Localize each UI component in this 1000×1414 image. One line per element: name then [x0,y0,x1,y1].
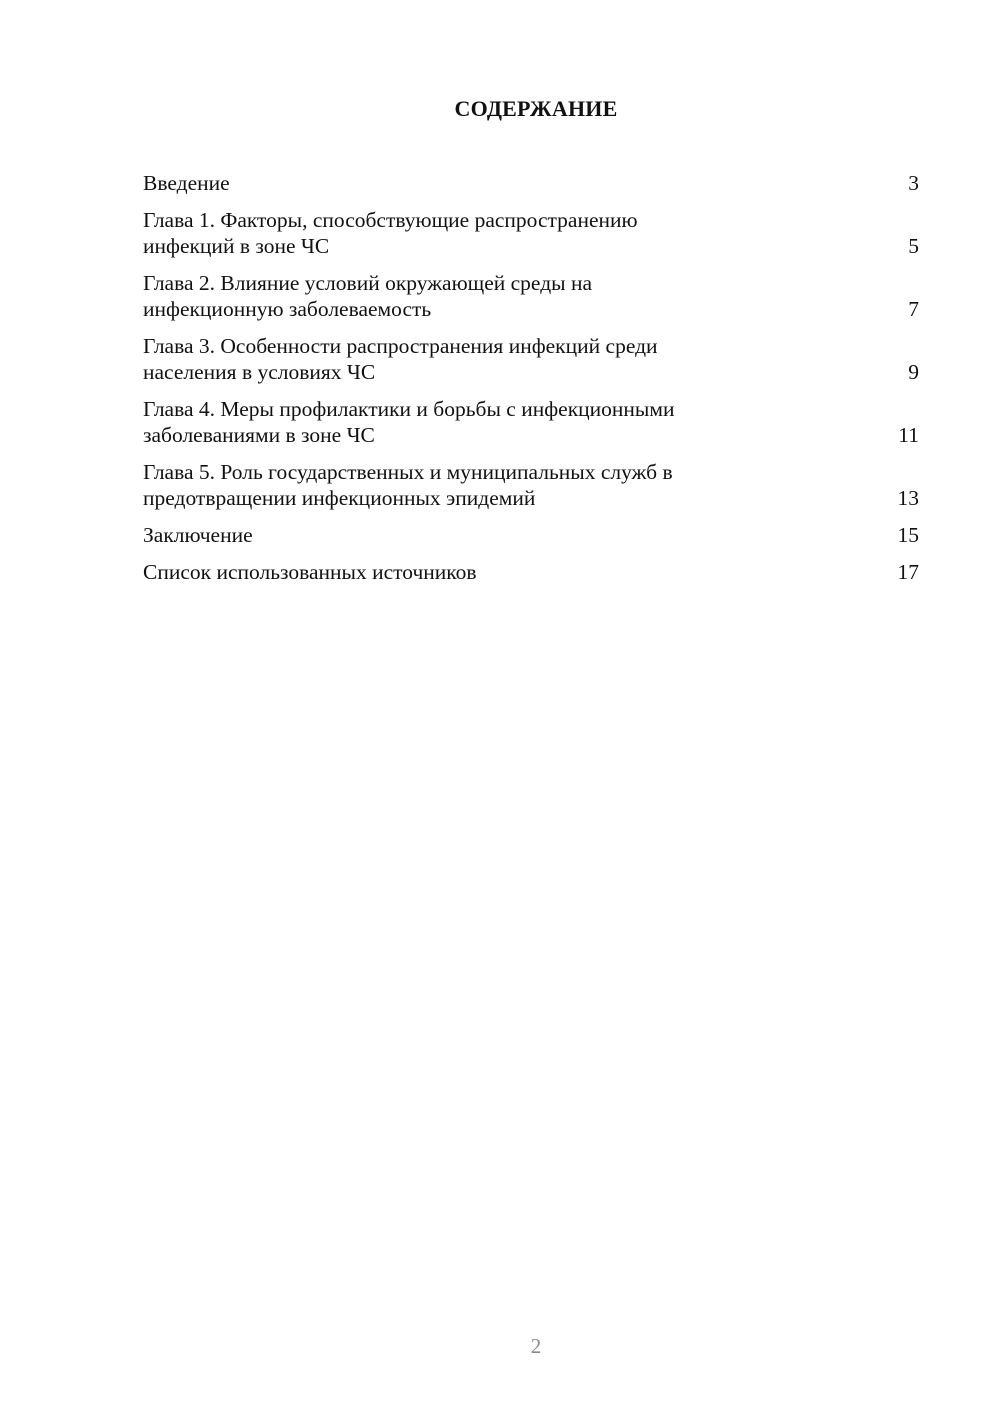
table-of-contents [143,170,919,596]
toc-entry-line: инфекционную заболеваемость [143,297,432,321]
toc-page-number: 17 [897,560,919,584]
toc-entry-line: Заключение [143,523,253,547]
toc-entry-references [143,559,919,585]
toc-entry-line: Глава 1. Факторы, способствующие распространению [143,208,638,232]
toc-page-number: 15 [897,523,919,547]
toc-entry-line: Список использованных источников [143,560,477,584]
toc-entry-chapter-5 [143,459,919,511]
toc-entry-line: Введение [143,171,230,195]
toc-entry-chapter-3 [143,333,919,385]
toc-page-number: 3 [908,171,919,195]
toc-entry-text [143,459,673,511]
toc-entry-line: Глава 2. Влияние условий окружающей среды на [143,271,593,295]
toc-entry-text [143,396,675,448]
toc-entry-text [143,270,592,322]
toc-entry-text [143,170,230,196]
toc-page-number: 7 [908,297,919,321]
toc-entry-line: Глава 3. Особенности распространения инфекций среди [143,334,658,358]
toc-entry-chapter-4 [143,396,919,448]
toc-entry-text [143,333,658,385]
toc-entry-text [143,522,253,548]
toc-entry-line: предотвращении инфекционных эпидемий [143,486,536,510]
toc-entry-chapter-1 [143,207,919,259]
toc-page-number: 11 [898,423,919,447]
toc-entry-line: Глава 4. Меры профилактики и борьбы с инфекционными [143,397,675,421]
toc-entry-line: заболеваниями в зоне ЧС [143,423,375,447]
toc-entry-text [143,207,638,259]
page-title: СОДЕРЖАНИЕ [454,96,618,121]
toc-entry-line: населения в условиях ЧС [143,360,376,384]
toc-entry-introduction [143,170,919,196]
toc-entry-conclusion [143,522,919,548]
toc-entry-text [143,559,477,585]
toc-entry-line: инфекций в зоне ЧС [143,234,330,258]
page-number: 2 [530,1334,542,1358]
toc-page-number: 9 [908,360,919,384]
toc-entry-chapter-2 [143,270,919,322]
toc-page-number: 13 [897,486,919,510]
toc-page-number: 5 [908,234,919,258]
toc-entry-line: Глава 5. Роль государственных и муниципальных служб в [143,460,673,484]
